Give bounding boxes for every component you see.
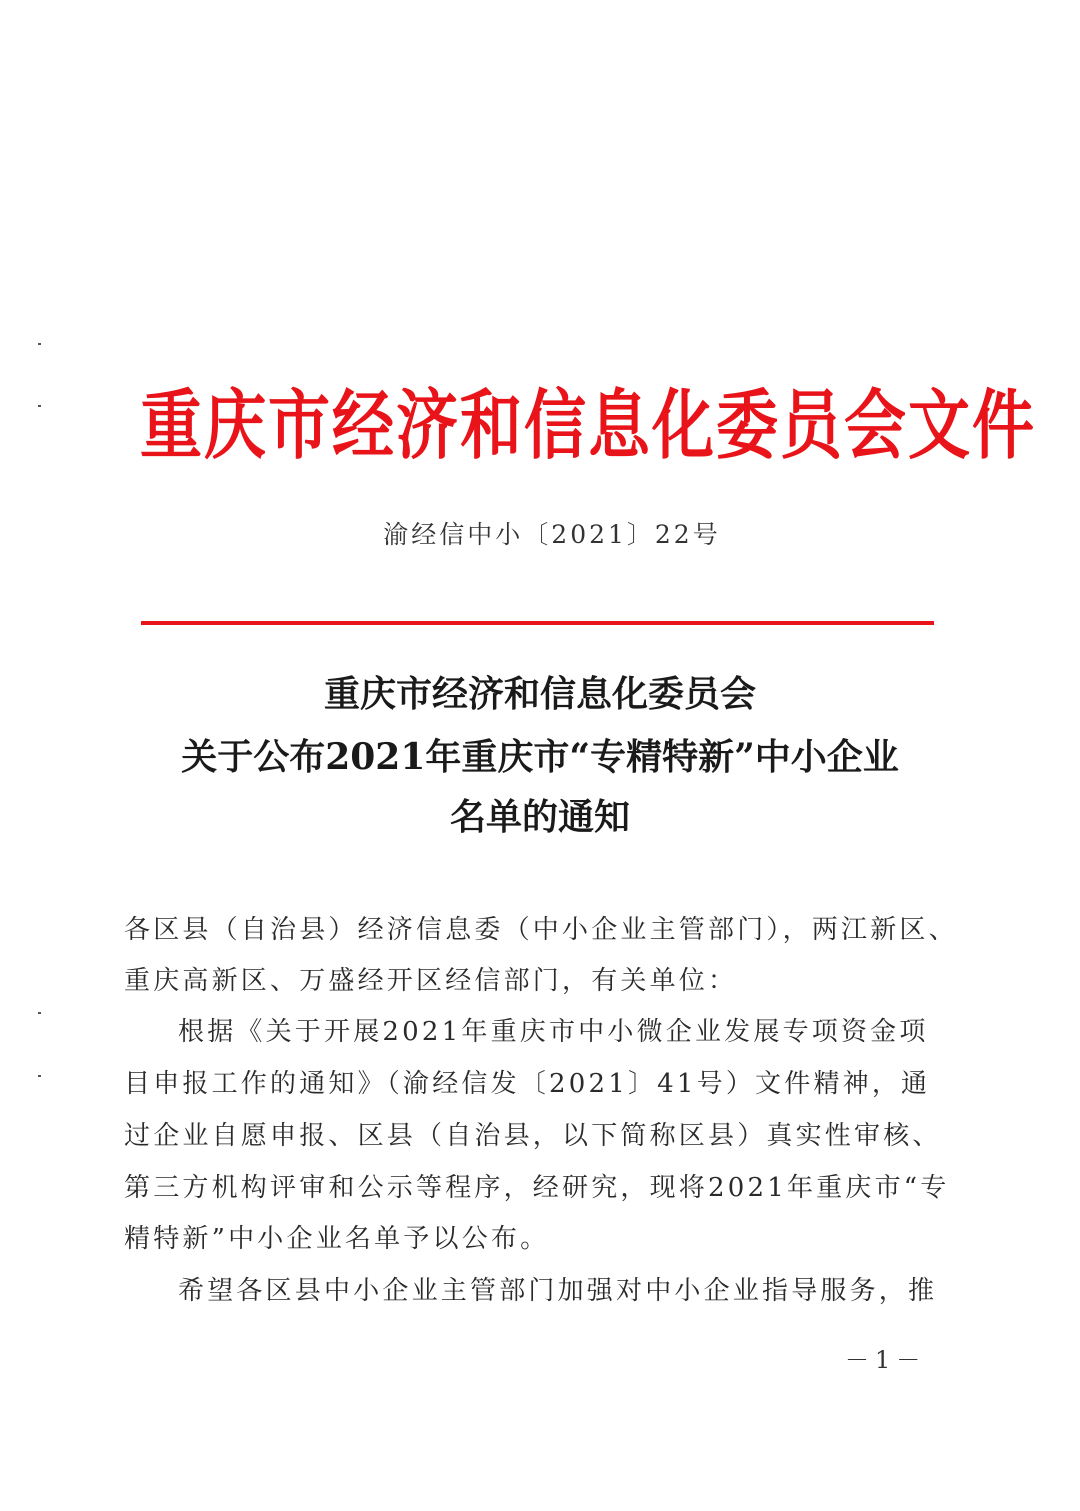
binding-mark [38, 343, 41, 345]
notice-title-line-3: 名单的通知 [449, 796, 630, 838]
notice-title-line-1: 重庆市经济和信息化委员会 [323, 673, 756, 715]
page-number: －1－ [845, 1346, 927, 1374]
paragraph-1-line-3: 过企业自愿申报、区县（自治县，以下简称区县）真实性审核、 [124, 1121, 942, 1151]
notice-title-line-2: 关于公布2021年重庆市“专精特新”中小企业 [181, 736, 899, 778]
document-number: 渝经信中小〔2021〕22号 [383, 520, 721, 549]
paragraph-1-line-2: 目申报工作的通知》（渝经信发〔2021〕41号）文件精神，通 [124, 1069, 931, 1099]
addressee-line-2: 重庆高新区、万盛经开区经信部门，有关单位： [124, 966, 738, 996]
red-divider-line [141, 621, 934, 625]
paragraph-2-line-1: 希望各区县中小企业主管部门加强对中小企业指导服务，推 [178, 1276, 938, 1306]
paragraph-1-line-4: 第三方机构评审和公示等程序，经研究，现将2021年重庆市“专 [124, 1173, 950, 1203]
binding-mark [38, 1012, 41, 1014]
binding-mark [38, 1075, 41, 1077]
document-header-title: 重庆市经济和信息化委员会文件 [140, 380, 1037, 470]
paragraph-1-line-1: 根据《关于开展2021年重庆市中小微企业发展专项资金项 [178, 1017, 929, 1047]
binding-mark [38, 405, 41, 407]
addressee-line-1: 各区县（自治县）经济信息委（中小企业主管部门），两江新区、 [124, 915, 958, 945]
paragraph-1-line-5: 精特新”中小企业名单予以公布。 [124, 1224, 550, 1254]
